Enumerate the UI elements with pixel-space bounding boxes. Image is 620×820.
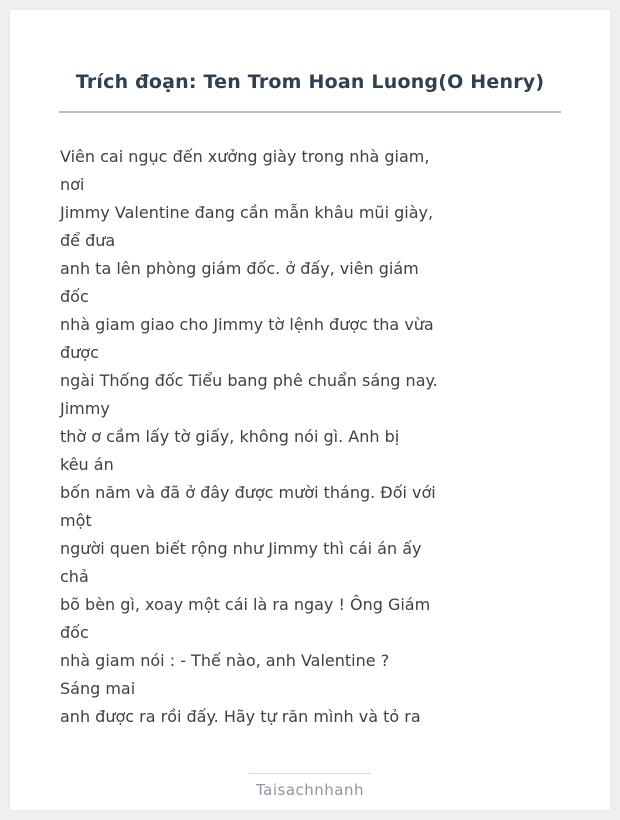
- footer: [10, 773, 610, 799]
- excerpt-line: nơi: [60, 175, 85, 194]
- excerpt-line: đốc: [60, 623, 89, 642]
- footer-brand: Taisachnhanh: [255, 781, 365, 799]
- page-title: Trích đoạn: Ten Trom Hoan Luong(O Henry): [75, 71, 545, 93]
- excerpt-line: để đưa: [60, 231, 116, 250]
- excerpt-line: Jimmy Valentine đang cần mẫn khâu mũi giày,: [60, 203, 434, 222]
- title-divider: [59, 111, 561, 113]
- excerpt-line: ngài Thống đốc Tiểu bang phê chuẩn sáng nay.: [60, 371, 438, 390]
- excerpt-line: Sáng mai: [60, 679, 136, 698]
- excerpt-line: được: [60, 343, 99, 362]
- footer-divider: [249, 773, 371, 774]
- excerpt-line: Jimmy: [60, 399, 110, 418]
- excerpt-line: kêu án: [60, 455, 114, 474]
- excerpt-body: [60, 143, 570, 731]
- excerpt-line: Viên cai ngục đến xưởng giày trong nhà giam,: [60, 147, 430, 166]
- excerpt-line: anh được ra rồi đấy. Hãy tự răn mình và tỏ ra: [60, 707, 421, 726]
- excerpt-line: đốc: [60, 287, 89, 306]
- excerpt-line: nhà giam giao cho Jimmy tờ lệnh được tha vừa: [60, 315, 434, 334]
- excerpt-line: một: [60, 511, 92, 530]
- excerpt-line: người quen biết rộng như Jimmy thì cái án ấy: [60, 539, 422, 558]
- excerpt-line: nhà giam nói : - Thế nào, anh Valentine ?: [60, 651, 390, 670]
- excerpt-line: anh ta lên phòng giám đốc. ở đấy, viên giám: [60, 259, 419, 278]
- excerpt-line: bốn năm và đã ở đây được mười tháng. Đối với: [60, 483, 436, 502]
- document-page: [10, 10, 610, 810]
- excerpt-line: bõ bèn gì, xoay một cái là ra ngay ! Ông Giám: [60, 595, 431, 614]
- excerpt-line: chả: [60, 567, 89, 586]
- excerpt-line: thờ ơ cầm lấy tờ giấy, không nói gì. Anh bị: [60, 427, 400, 446]
